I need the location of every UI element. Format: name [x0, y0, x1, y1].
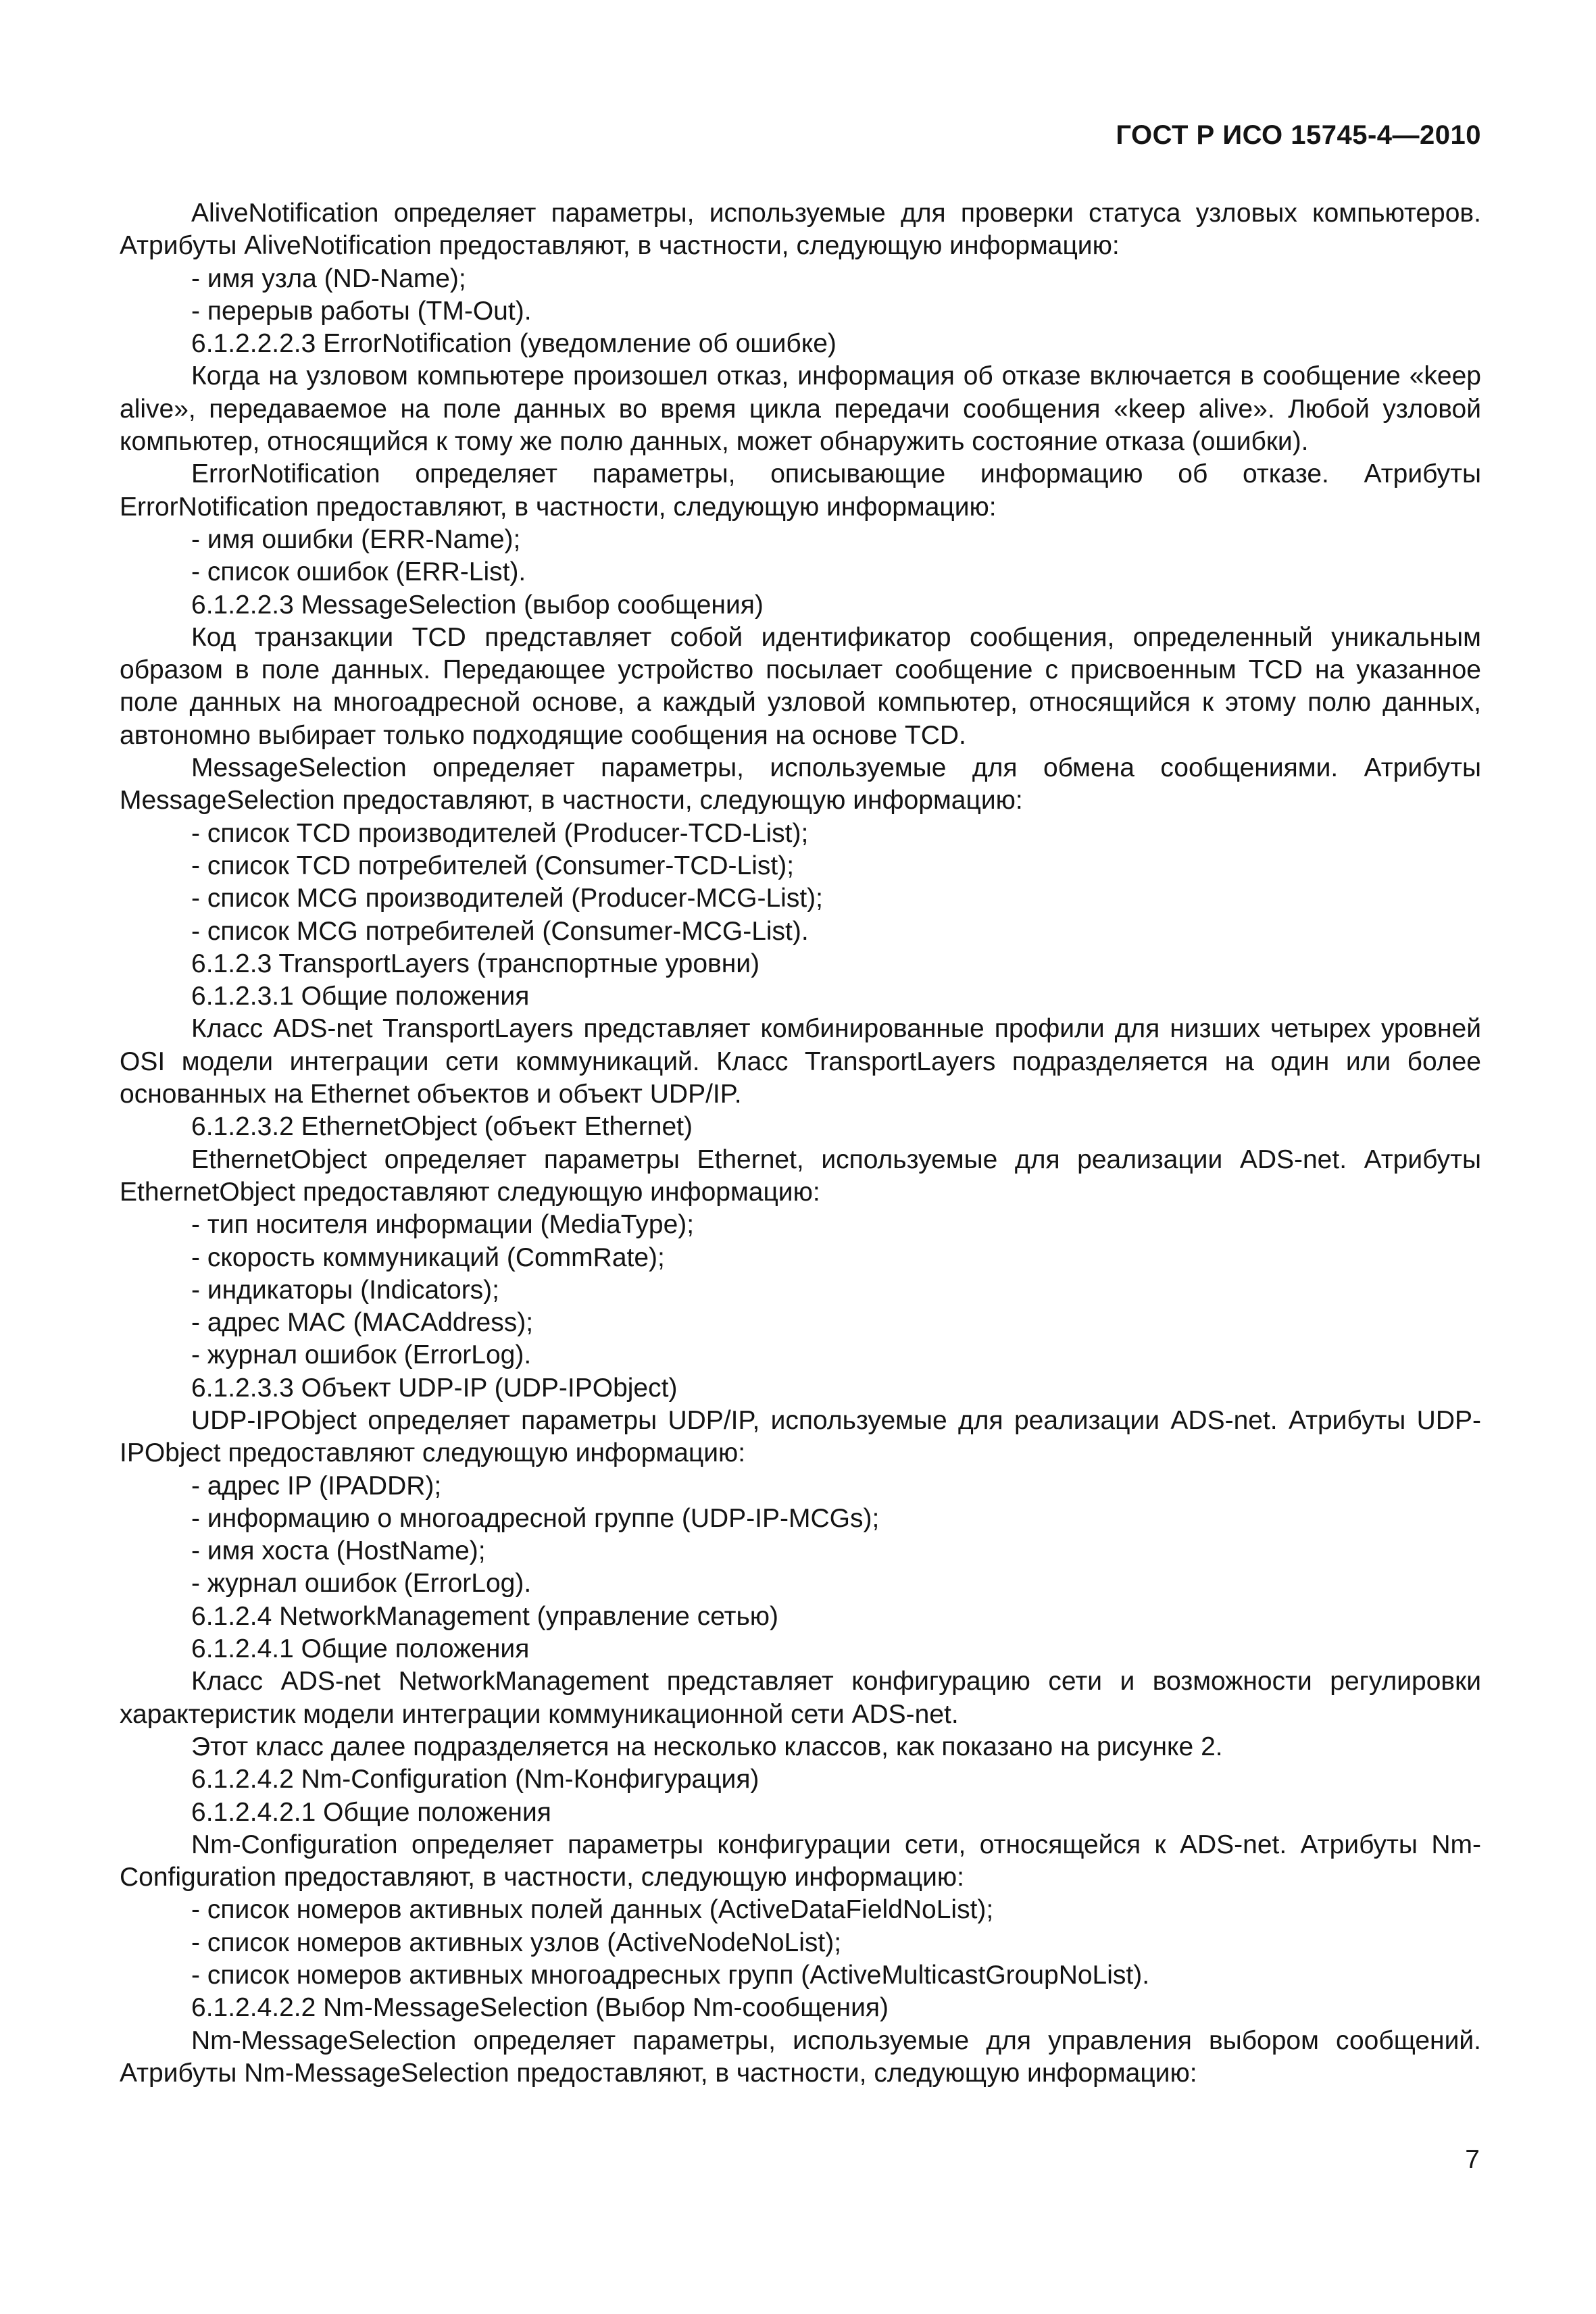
section-heading: 6.1.2.4 NetworkManagement (управление сетью) [191, 1601, 779, 1631]
list-item: - имя узла (ND-Name); [191, 263, 466, 293]
list-item: - список номеров активных полей данных (ActiveDataFieldNoList); [191, 1895, 994, 1925]
paragraph: Когда на узловом компьютере произошел отказ, информация об отказе включается в сообщение «keep alive», передаваемое на поле данных во время цикла передачи сообщения «keep alive». Любой узловой компьютер, относящийся к тому же полю данных, может обнаружить состояние отказа (ошибки). [120, 361, 1481, 457]
section-heading: 6.1.2.4.1 Общие положения [191, 1634, 530, 1664]
section-heading: 6.1.2.2.2.3 ErrorNotification (уведомление об ошибке) [191, 329, 837, 359]
paragraph: Код транзакции TCD представляет собой идентификатор сообщения, определенный уникальным образом в поле данных. Передающее устройство посылает сообщение с присвоенным TCD на указанное поле данных на многоадресной основе, а каждый узловой компьютер, относящийся к этому полю данных, автономно выбирает только подходящие сообщения на основе TCD. [120, 622, 1481, 750]
section-heading: 6.1.2.3.2 EthernetObject (объект Ethernet) [191, 1112, 693, 1142]
paragraph: Nm-MessageSelection определяет параметры, используемые для управления выбором сообщений. Атрибуты Nm-MessageSelection предоставляют, в частности, следующую информацию: [120, 2026, 1481, 2088]
document-body [120, 197, 1481, 2090]
document-header-code: ГОСТ Р ИСО 15745-4—2010 [1116, 120, 1481, 150]
paragraph: Этот класс далее подразделяется на несколько классов, как показано на рисунке 2. [191, 1732, 1223, 1761]
paragraph: Класс ADS-net TransportLayers представляет комбинированные профили для низших четырех уровней OSI модели интеграции сети коммуникаций. Класс TransportLayers подразделяется на один или более основанных на Ethernet объектов и объект UDP/IP. [120, 1014, 1481, 1109]
section-heading: 6.1.2.3 TransportLayers (транспортные уровни) [191, 949, 760, 978]
section-heading: 6.1.2.2.3 MessageSelection (выбор сообщения) [191, 590, 764, 620]
paragraph: EthernetObject определяет параметры Ethernet, используемые для реализации ADS-net. Атрибуты EthernetObject предоставляют следующую информацию: [120, 1145, 1481, 1207]
list-item: - информацию о многоадресной группе (UDP-IP-MCGs); [191, 1503, 880, 1533]
section-heading: 6.1.2.3.1 Общие положения [191, 982, 530, 1011]
list-item: - список MCG производителей (Producer-MCG-List); [191, 884, 823, 913]
list-item: - список ошибок (ERR-List). [191, 557, 526, 587]
list-item: - список TCD потребителей (Consumer-TCD-List); [191, 851, 795, 880]
list-item: - журнал ошибок (ErrorLog). [191, 1569, 532, 1599]
list-item: - тип носителя информации (MediaType); [191, 1210, 695, 1240]
section-heading: 6.1.2.3.3 Объект UDP-IP (UDP-IPObject) [191, 1373, 678, 1403]
list-item: - список MCG потребителей (Consumer-MCG-List). [191, 916, 809, 946]
paragraph: Класс ADS-net NetworkManagement представляет конфигурацию сети и возможности регулировки характеристик модели интеграции коммуникационной сети ADS-net. [120, 1667, 1481, 1729]
page-number: 7 [1465, 2145, 1480, 2174]
list-item: - индикаторы (Indicators); [191, 1275, 500, 1305]
paragraph: ErrorNotification определяет параметры, описывающие информацию об отказе. Атрибуты ErrorNotification предоставляют, в частности, следующую информацию: [120, 459, 1481, 522]
list-item: - список номеров активных многоадресных групп (ActiveMulticastGroupNoList). [191, 1961, 1150, 1990]
paragraph: Nm-Configuration определяет параметры конфигурации сети, относящейся к ADS-net. Атрибуты Nm-Configuration предоставляют, в частности, следующую информацию: [120, 1830, 1481, 1892]
list-item: - имя ошибки (ERR-Name); [191, 524, 521, 554]
list-item: - имя хоста (HostName); [191, 1536, 486, 1566]
paragraph: AliveNotification определяет параметры, используемые для проверки статуса узловых компьютеров. Атрибуты AliveNotification предоставляют, в частности, следующую информацию: [120, 199, 1481, 261]
list-item: - список номеров активных узлов (ActiveNodeNoList); [191, 1928, 842, 1957]
list-item: - список TCD производителей (Producer-TCD-List); [191, 818, 809, 848]
list-item: - перерыв работы (TM-Out). [191, 296, 532, 326]
paragraph: UDP-IPObject определяет параметры UDP/IP, используемые для реализации ADS-net. Атрибуты UDP-IPObject предоставляют следующую информацию: [120, 1405, 1481, 1468]
list-item: - журнал ошибок (ErrorLog). [191, 1340, 532, 1370]
section-heading: 6.1.2.4.2 Nm-Configuration (Nm-Конфигурация) [191, 1765, 759, 1794]
section-heading: 6.1.2.4.2.1 Общие положения [191, 1797, 551, 1827]
paragraph: MessageSelection определяет параметры, используемые для обмена сообщениями. Атрибуты MessageSelection предоставляют, в частности, следующую информацию: [120, 753, 1481, 815]
list-item: - скорость коммуникаций (CommRate); [191, 1242, 665, 1272]
list-item: - адрес IP (IPADDR); [191, 1471, 442, 1501]
list-item: - адрес MAC (MACAddress); [191, 1308, 534, 1338]
section-heading: 6.1.2.4.2.2 Nm-MessageSelection (Выбор Nm-сообщения) [191, 1993, 889, 2023]
